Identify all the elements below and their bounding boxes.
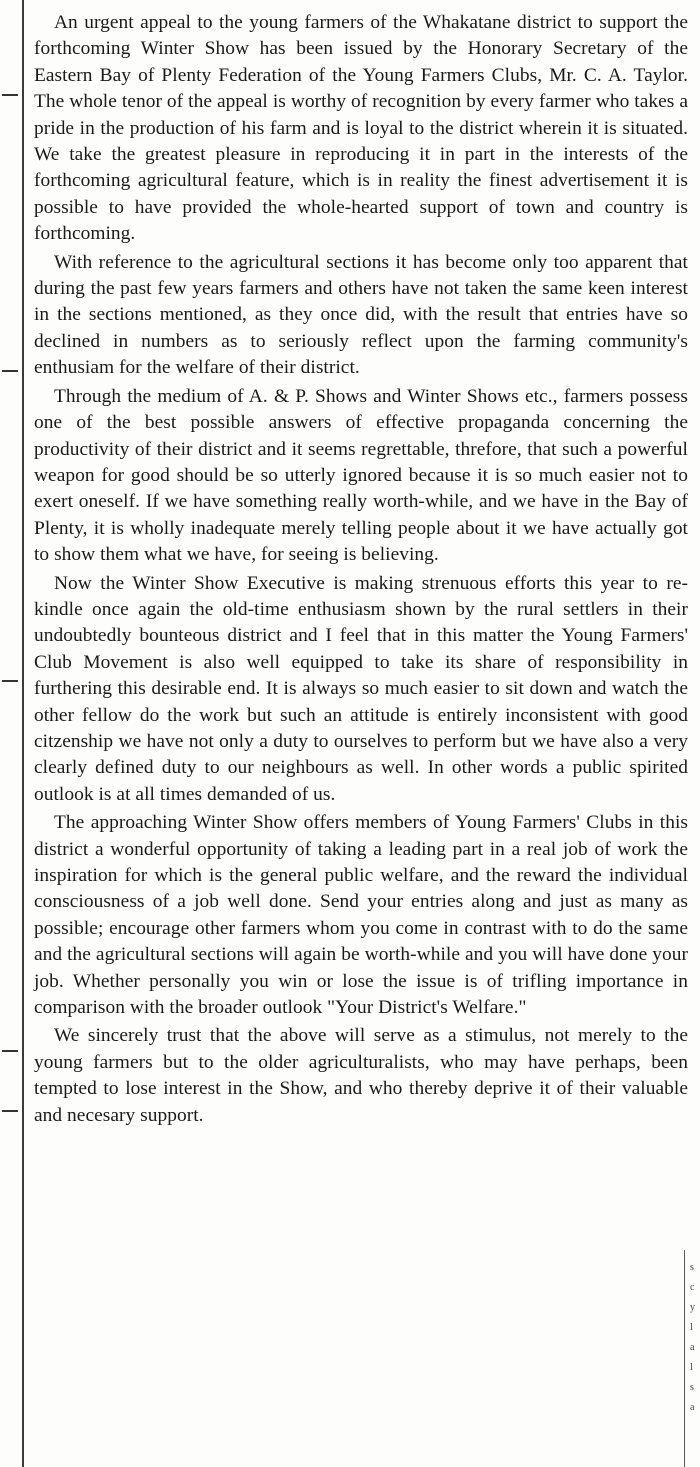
margin-fragment: [2, 680, 18, 682]
column-rule-left: [22, 0, 24, 1467]
right-margin-fragment: c: [690, 1282, 695, 1293]
column-rule-right: [684, 1250, 685, 1467]
margin-fragment: [2, 1110, 18, 1112]
margin-fragment: [2, 370, 18, 372]
margin-fragment: [2, 94, 18, 96]
right-margin-fragment: a: [690, 1402, 695, 1413]
article-body: [34, 10, 688, 1131]
right-margin-fragment: y: [690, 1302, 695, 1313]
right-margin-fragment: s: [690, 1382, 694, 1393]
article-paragraph: An urgent appeal to the young farmers of the Whakatane district to support the forthcoming Winter Show has been issued by the Honorary Secretary of the Eastern Bay of Plenty Federation of the Young Farmers Clubs, Mr. C. A. Taylor. The whole tenor of the appeal is worthy of recognition by every farmer who takes a pride in the production of his farm and is loyal to the district wherein it is situated. We take the greatest pleasure in reproducing it in part in the interests of the forthcoming agricultural feature, which is in reality the finest advertisement it is possible to have provided the whole-hearted support of town and country is forthcoming.: [34, 12, 688, 245]
article-paragraph: With reference to the agricultural sections it has become only too apparent that during the past few years farmers and others have not taken the same keen interest in the sections mentioned, as they once did, with the result that entries have so declined in numbers as to seriously reflect upon the farming community's enthusiam for the welfare of their district.: [34, 251, 688, 379]
article-paragraph: The approaching Winter Show offers members of Young Farmers' Clubs in this district a wonderful opportunity of taking a leading part in a real job of work the inspiration for which is the general public welfare, and the reward the individual consciousness of a job well done. Send your entries along and just as many as possible; encourage other farmers whom you come in contrast with to do the same and the agricultural sections will again be worth-while and you will have done your job. Whether personally you win or lose the issue is of trifling importance in comparison with the broader outlook "Your District's Welfare.": [34, 812, 688, 1019]
right-margin-fragment: l: [690, 1322, 693, 1333]
right-margin-fragment: l: [690, 1362, 693, 1373]
right-margin-fragment: a: [690, 1342, 695, 1353]
article-paragraph: Through the medium of A. & P. Shows and Winter Shows etc., farmers possess one of the best possible answers of effective propaganda concerning the productivity of their district and it seems regrettable, threfore, that such a powerful weapon for good should be so utterly ignored because it is so much easier not to exert oneself. If we have something really worth-while, and we have in the Bay of Plenty, it is wholly inadequate merely telling people about it we have actually got to show them what we have, for seeing is believing.: [34, 385, 688, 566]
right-margin-fragment: s: [690, 1262, 694, 1273]
margin-fragment: [2, 1050, 18, 1052]
article-paragraph: We sincerely trust that the above will serve as a stimulus, not merely to the young farmers but to the older agriculturalists, who may have perhaps, been tempted to lose interest in the Show, and who thereby deprive it of their valuable and necesary support.: [34, 1025, 688, 1126]
article-paragraph: Now the Winter Show Executive is making strenuous efforts this year to re-kindle once again the old-time enthusiasm shown by the rural settlers in their undoubtedly bounteous district and I feel that in this matter the Young Farmers' Club Movement is also well equipped to take its share of responsibility in furthering this desirable end. It is always so much easier to sit down and watch the other fellow do the work but such an attitude is entirely inconsistent with good citzenship we have not only a duty to ourselves to perform but we have also a very clearly defined duty to our neighbours as well. In other words a public spirited outlook is at all times demanded of us.: [34, 572, 688, 805]
